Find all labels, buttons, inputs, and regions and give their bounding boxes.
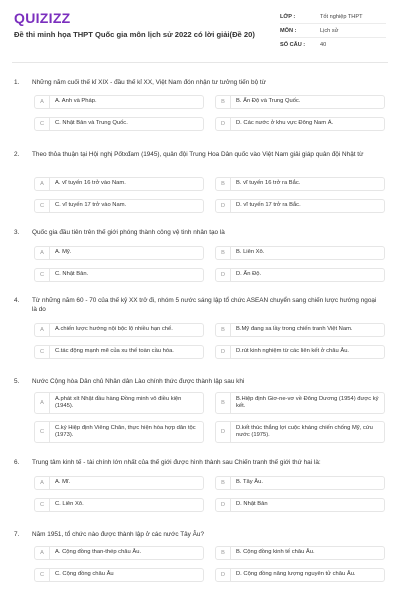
option-letter: B bbox=[216, 393, 231, 413]
option-letter: D bbox=[216, 569, 231, 581]
question-3 bbox=[12, 228, 388, 278]
question-text: Quốc gia đầu tiên trên thế giới phóng thành công vệ tinh nhân tạo là bbox=[32, 229, 225, 236]
question-number: 6. bbox=[14, 459, 20, 466]
option-d[interactable] bbox=[215, 117, 385, 131]
option-text: A. Cộng đồng than-thép châu Âu. bbox=[55, 549, 142, 556]
option-letter: D bbox=[216, 269, 231, 281]
option-letter: A bbox=[35, 324, 50, 336]
option-c[interactable] bbox=[34, 345, 204, 359]
option-text: B. Cộng đồng kinh tế châu Âu. bbox=[236, 549, 315, 556]
option-letter: B bbox=[216, 477, 231, 489]
option-text: A. Mỹ. bbox=[55, 249, 72, 256]
option-text: D.rút kinh nghiệm từ các liên kết ở châu Âu. bbox=[236, 348, 350, 355]
question-header bbox=[12, 530, 388, 539]
option-text: B. vĩ tuyến 16 trở ra Bắc. bbox=[236, 180, 301, 187]
option-text: A. Anh và Pháp. bbox=[55, 98, 97, 105]
option-d[interactable] bbox=[215, 568, 385, 582]
option-text: D. Ấn Độ. bbox=[236, 271, 262, 278]
question-number: 3. bbox=[14, 229, 20, 236]
option-letter: A bbox=[35, 247, 50, 259]
question-header bbox=[12, 150, 388, 159]
worksheet-meta bbox=[280, 10, 386, 51]
option-text: B. Liên Xô. bbox=[236, 249, 265, 256]
quizizz-logo: QUIZIZZ bbox=[14, 10, 71, 26]
option-letter: C bbox=[35, 569, 50, 581]
option-letter: A bbox=[35, 96, 50, 108]
option-b[interactable] bbox=[215, 177, 385, 191]
option-letter: C bbox=[35, 422, 50, 442]
option-c[interactable] bbox=[34, 117, 204, 131]
option-b[interactable] bbox=[215, 546, 385, 560]
option-letter: D bbox=[216, 118, 231, 130]
option-text: B.Mỹ đang sa lầy trong chiến tranh Việt Nam. bbox=[236, 326, 353, 333]
question-number: 2. bbox=[14, 151, 20, 158]
option-c[interactable] bbox=[34, 199, 204, 213]
option-text: D. Nhật Bản bbox=[236, 501, 268, 508]
option-c[interactable] bbox=[34, 568, 204, 582]
worksheet-title: Đề thi minh họa THPT Quốc gia môn lịch sử 2022 có lời giải(Đề 20) bbox=[14, 30, 255, 39]
option-letter: B bbox=[216, 96, 231, 108]
option-text: D. Cộng đồng năng lượng nguyên tử châu Âu. bbox=[236, 571, 356, 578]
option-letter: D bbox=[216, 200, 231, 212]
option-letter: A bbox=[35, 547, 50, 559]
question-header bbox=[12, 296, 388, 314]
question-number: 5. bbox=[14, 378, 20, 385]
option-text: A. vĩ tuyến 16 trở vào Nam. bbox=[55, 180, 126, 187]
option-letter: D bbox=[216, 499, 231, 511]
question-number: 4. bbox=[14, 297, 20, 304]
option-letter: A bbox=[35, 477, 50, 489]
option-b[interactable] bbox=[215, 392, 385, 414]
question-text: Năm 1951, tổ chức nào được thành lập ở các nước Tây Âu? bbox=[32, 531, 205, 538]
option-letter: C bbox=[35, 118, 50, 130]
option-d[interactable] bbox=[215, 345, 385, 359]
question-7 bbox=[12, 530, 388, 578]
option-letter: D bbox=[216, 346, 231, 358]
option-a[interactable] bbox=[34, 95, 204, 109]
option-text: C.ký Hiệp định Viêng Chăn, thực hiện hòa hợp dân tộc (1973). bbox=[55, 424, 196, 438]
meta-key: SỐ CÂU : bbox=[280, 41, 306, 48]
meta-row-question-count bbox=[280, 38, 386, 51]
option-letter: A bbox=[35, 393, 50, 413]
meta-key: LỚP : bbox=[280, 13, 296, 20]
option-letter: A bbox=[35, 178, 50, 190]
question-2 bbox=[12, 150, 388, 209]
question-header bbox=[12, 228, 388, 237]
meta-key: MÔN : bbox=[280, 27, 297, 34]
option-text: A.chiến lược hướng nội bộc lộ nhiều hạn chế. bbox=[55, 326, 173, 333]
option-a[interactable] bbox=[34, 177, 204, 191]
option-c[interactable] bbox=[34, 268, 204, 282]
option-text: A. Mĩ. bbox=[55, 479, 71, 486]
option-letter: C bbox=[35, 200, 50, 212]
question-6 bbox=[12, 458, 388, 508]
question-number: 7. bbox=[14, 531, 20, 538]
option-letter: B bbox=[216, 324, 231, 336]
option-a[interactable] bbox=[34, 546, 204, 560]
option-text: D.kết thúc thắng lợi cuộc kháng chiến chống Mỹ, cứu nước (1975). bbox=[236, 424, 373, 438]
option-letter: D bbox=[216, 422, 231, 442]
question-text: Từ những năm 60 - 70 của thế kỷ XX trở đi, nhóm 5 nước sáng lập tổ chức ASEAN chuyển sang chiến lược hướng ngoại là do bbox=[32, 297, 377, 313]
question-text: Theo thỏa thuận tại Hội nghị Pốtxđam (1945), quân đội Trung Hoa Dân quốc vào Việt Nam giải giáp quân đội Nhật từ bbox=[32, 151, 364, 158]
option-d[interactable] bbox=[215, 498, 385, 512]
option-text: B. Ấn Độ và Trung Quốc. bbox=[236, 98, 301, 105]
option-text: C. Cộng đồng châu Âu bbox=[55, 571, 114, 578]
meta-row-subject bbox=[280, 24, 386, 38]
option-c[interactable] bbox=[34, 421, 204, 443]
question-number: 1. bbox=[14, 79, 20, 86]
option-text: D. vĩ tuyến 17 trở ra Bắc. bbox=[236, 202, 301, 209]
option-text: C. Nhật Bản và Trung Quốc. bbox=[55, 120, 128, 127]
option-text: C.tác động mạnh mẽ của xu thế toàn cầu hóa. bbox=[55, 348, 174, 355]
option-a[interactable] bbox=[34, 246, 204, 260]
option-text: A.phát xít Nhật đầu hàng Đồng minh vô điều kiện (1945). bbox=[55, 395, 182, 409]
option-text: D. Các nước ở khu vực Đông Nam Á. bbox=[236, 120, 334, 127]
option-letter: C bbox=[35, 346, 50, 358]
worksheet-header bbox=[12, 0, 388, 63]
option-a[interactable] bbox=[34, 476, 204, 490]
meta-value: 40 bbox=[320, 41, 327, 48]
option-d[interactable] bbox=[215, 421, 385, 443]
option-letter: C bbox=[35, 499, 50, 511]
meta-value: Tốt nghiệp THPT bbox=[320, 13, 363, 20]
option-text: C. vĩ tuyến 17 trở vào Nam. bbox=[55, 202, 127, 209]
question-1 bbox=[12, 78, 388, 127]
option-c[interactable] bbox=[34, 498, 204, 512]
question-text: Những năm cuối thế kỉ XIX - đầu thế kỉ XX, Việt Nam đón nhận tư tưởng tiến bộ từ bbox=[32, 79, 266, 86]
option-b[interactable] bbox=[215, 246, 385, 260]
question-header bbox=[12, 78, 388, 87]
option-text: B. Tây Âu. bbox=[236, 479, 263, 486]
question-4 bbox=[12, 296, 388, 355]
option-letter: B bbox=[216, 247, 231, 259]
question-text: Trung tâm kinh tế - tài chính lớn nhất của thế giới được hình thành sau Chiến tranh thế giới thứ hai là: bbox=[32, 459, 321, 466]
question-5 bbox=[12, 377, 388, 438]
option-letter: C bbox=[35, 269, 50, 281]
question-header bbox=[12, 377, 388, 386]
option-text: C. Liên Xô. bbox=[55, 501, 84, 508]
meta-row-grade bbox=[280, 10, 386, 24]
option-b[interactable] bbox=[215, 323, 385, 337]
option-a[interactable] bbox=[34, 392, 204, 414]
option-b[interactable] bbox=[215, 95, 385, 109]
option-a[interactable] bbox=[34, 323, 204, 337]
option-d[interactable] bbox=[215, 268, 385, 282]
question-text: Nước Cộng hòa Dân chủ Nhân dân Lào chính thức được thành lập sau khi bbox=[32, 378, 245, 385]
option-text: C. Nhật Bản. bbox=[55, 271, 89, 278]
option-b[interactable] bbox=[215, 476, 385, 490]
option-letter: B bbox=[216, 547, 231, 559]
question-header bbox=[12, 458, 388, 467]
meta-value: Lịch sử bbox=[320, 27, 339, 34]
option-d[interactable] bbox=[215, 199, 385, 213]
option-text: B.Hiệp định Giơ-ne-vơ về Đông Dương (1954) được ký kết. bbox=[236, 395, 379, 409]
option-letter: B bbox=[216, 178, 231, 190]
